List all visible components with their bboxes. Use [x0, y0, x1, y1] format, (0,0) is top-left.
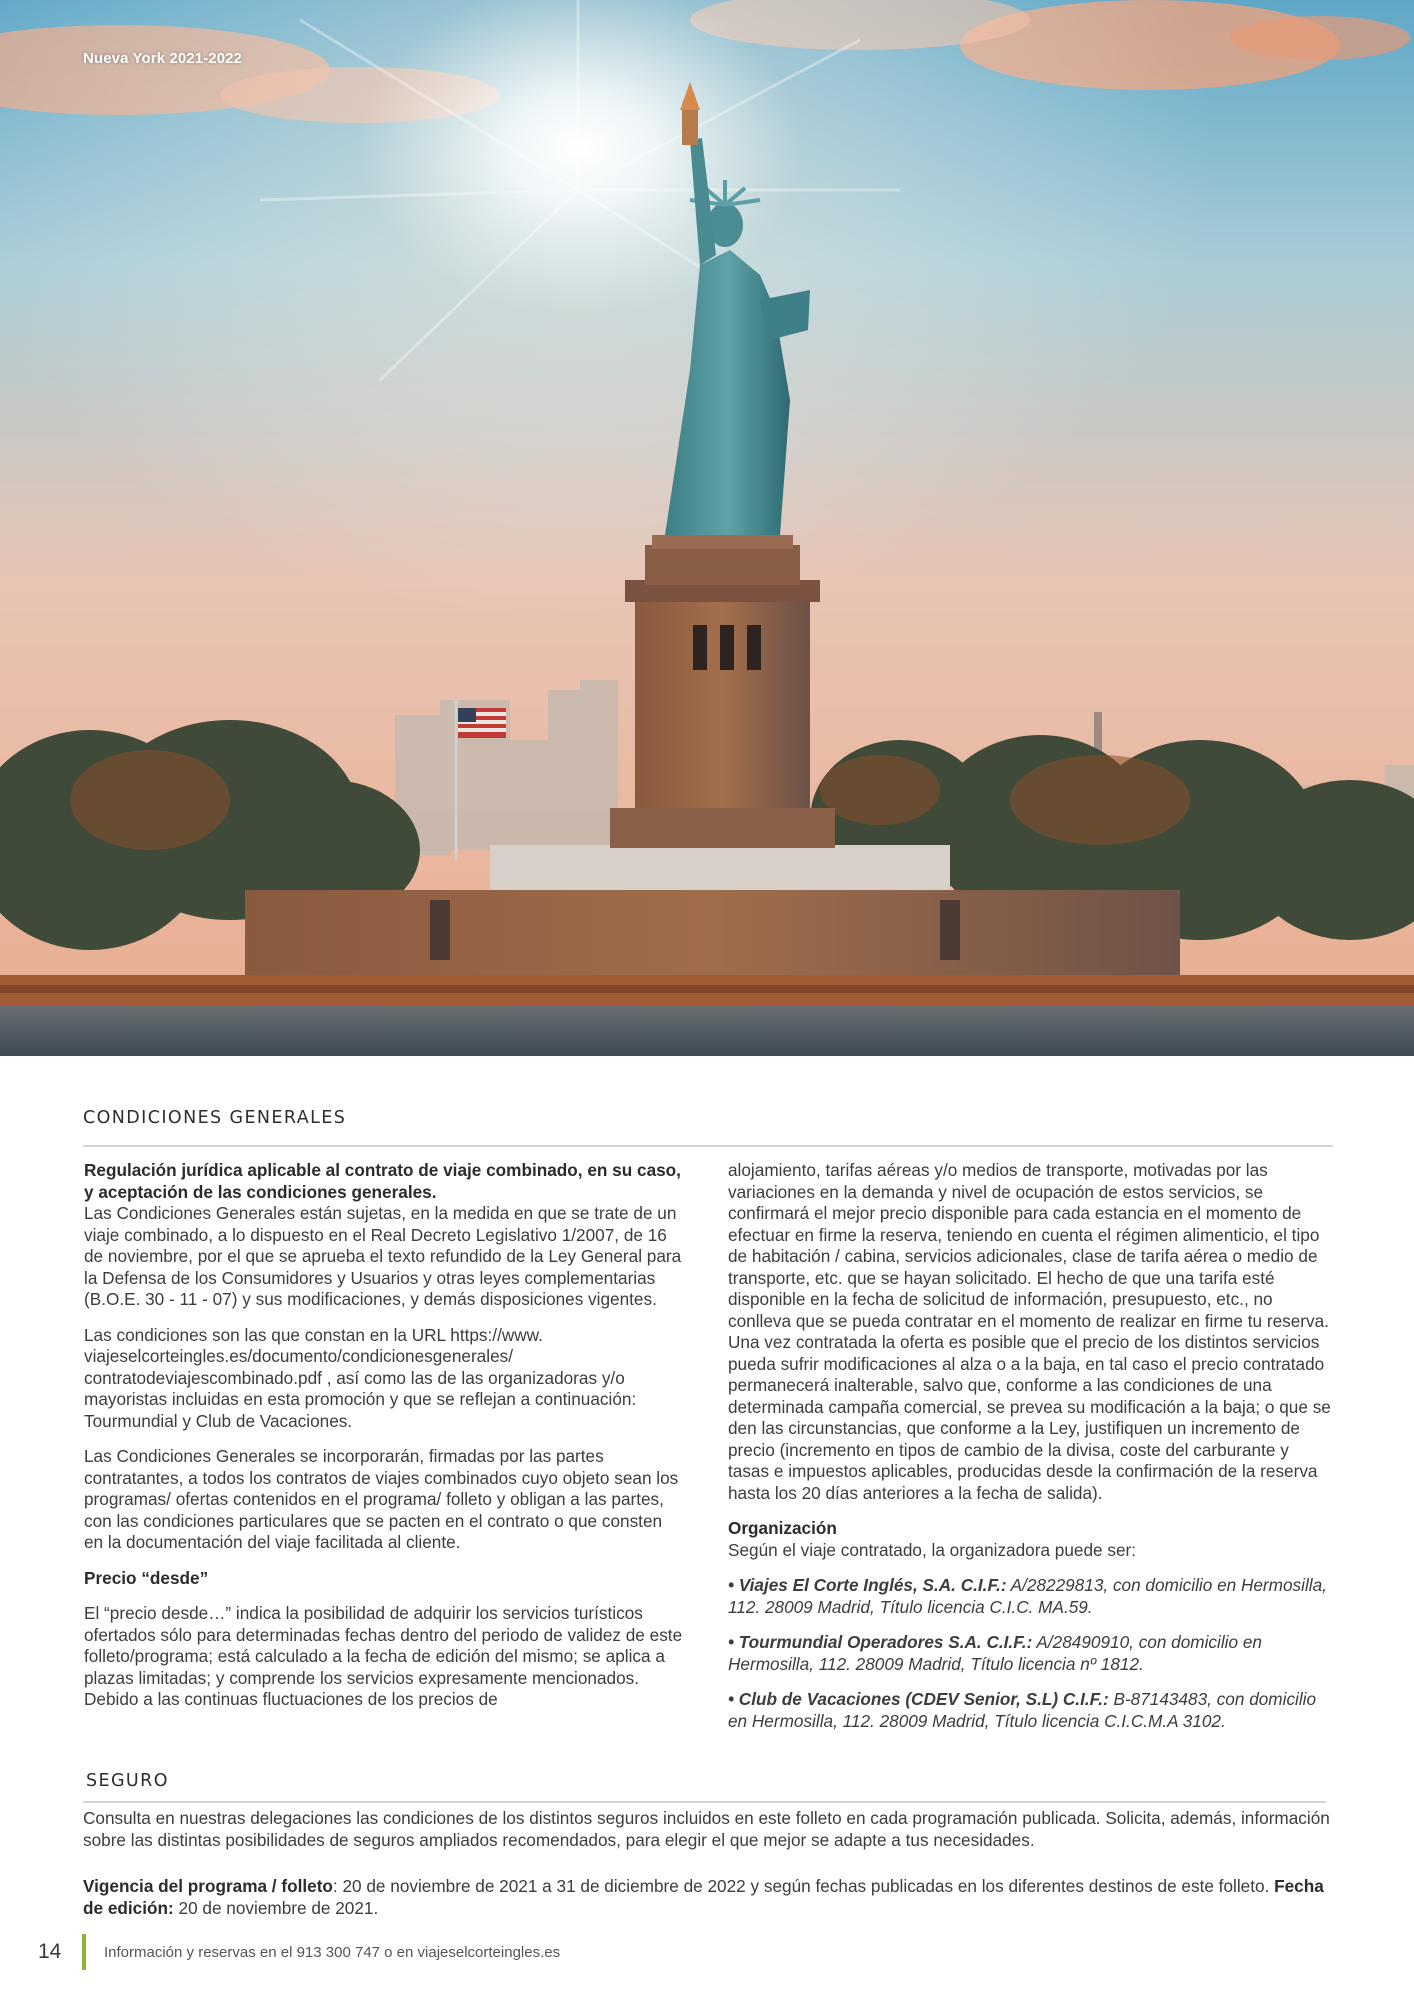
series-label: Nueva York 2021-2022 [83, 50, 243, 67]
regulacion-body: Las Condiciones Generales están sujetas, en la medida en que se trate de un viaje combinado, a lo dispuesto en el Real Decreto Legislativo 1/2007, de 16 de noviembre, por el que se aprueba el texto refundido de la Ley General para la Defensa de los Consumidores y Usuarios y otras leyes complementarias (B.O.E. 30 - 11 - 07) y sus modificaciones, y demás disposiciones vigentes. [84, 1203, 682, 1309]
footer-contact: Información y reservas en el 913 300 747 o en viajeselcorteingles.es [104, 1944, 561, 1961]
vigencia-text [83, 1876, 1333, 1919]
organizacion-heading: Organización [728, 1518, 837, 1538]
organizacion-intro: Según el viaje contratado, la organizadora puede ser: [728, 1539, 1137, 1560]
vigencia-label: Vigencia del programa / folleto [83, 1876, 333, 1896]
precio-desde-heading: Precio “desde” [84, 1567, 209, 1588]
organizer-name: • Tourmundial Operadores S.A. C.I.F.: [728, 1632, 1033, 1652]
seguro-body: Consulta en nuestras delegaciones las condiciones de los distintos seguros incluidos en este folleto en cada programación publicada. Solicita, además, información sobre las distintas posibilidades de seguros ampliados recomendados, para elegir el que mejor se adapte a tus necesidades. [83, 1808, 1330, 1850]
organizer-detail: B-87143483, con domicilio en Hermosilla, 112. 28009 Madrid, Título licencia C.I.C.M.A 3102. [728, 1689, 1317, 1731]
condiciones-right-column [728, 1160, 1333, 1746]
url-paragraph: Las condiciones son las que constan en la URL https://www. viajeselcorteingles.es/documento/condicionesgenerales/ contratodeviajescombinado.pdf , así como las de las organizadoras y/o mayoristas incluidas en esta promoción y que se reflejan a continuación: Tourmundial y Club de Vacaciones. [84, 1324, 637, 1431]
vigencia-dates: : 20 de noviembre de 2021 a 31 de diciembre de 2022 y según fechas publicadas en los diferentes destinos de este folleto. [332, 1876, 1275, 1896]
organizer-name: • Club de Vacaciones (CDEV Senior, S.L) C.I.F.: [728, 1689, 1109, 1709]
seguro-title: SEGURO [86, 1771, 169, 1791]
seguro-divider [83, 1801, 1326, 1803]
incorporacion-paragraph: Las Condiciones Generales se incorporarán, firmadas por las partes contratantes, a todos los contratos de viajes combinados cuyo objeto sean los programas/ ofertas contenidos en el programa/ folleto y obligan a las partes, con las condiciones particulares que se pacten en el contrato o que consten en la documentación del viaje facilitada al cliente. [84, 1446, 679, 1552]
footer-accent-bar [82, 1934, 86, 1970]
edicion-label: Fecha de edición: [83, 1876, 1324, 1918]
organizer-detail: A/28490910, con domicilio en Hermosilla, 112. 28009 Madrid, Título licencia nº 1812. [728, 1632, 1262, 1674]
condiciones-divider [83, 1145, 1333, 1147]
organizer-item [728, 1575, 1333, 1618]
organizer-item [728, 1689, 1333, 1732]
organizer-name: • Viajes El Corte Inglés, S.A. C.I.F.: [728, 1575, 1007, 1595]
organizer-detail: A/28229813, con domicilio en Hermosilla, 112. 28009 Madrid, Título licencia C.I.C. MA.59. [728, 1575, 1327, 1617]
page-number: 14 [38, 1940, 62, 1963]
organizer-item [728, 1632, 1333, 1675]
precio-continuation: alojamiento, tarifas aéreas y/o medios de transporte, motivadas por las variaciones en la demanda y nivel de ocupación de estos servicios, se confirmará el mejor precio disponible para cada estancia en el momento de efectuar en firme la reserva, teniendo en cuenta el régimen alimenticio, el tipo de habitación / cabina, servicios adicionales, clase de tarifa aérea o medio de transporte, etc. que se hayan solicitado. El hecho de que una tarifa esté disponible en la fecha de solicitud de información, presupuesto, etc., no conlleva que se pueda contratar en el momento de realizar en firme tu reserva. Una vez contratada la oferta es posible que el precio de los distintos servicios pueda sufrir modificaciones al alza o a la baja, en tal caso el precio contratado permanecerá inalterable, salvo que, conforme a las condiciones de una determinada campaña comercial, se prevea su modificación a la baja; o que se den las circunstancias, que conforme a la Ley, justifiquen un incremento de precio (incremento en tipos de cambio de la divisa, coste del carburante y tasas e impuestos aplicables, producidas desde la confirmación de la reserva hasta los 20 días anteriores a la fecha de salida). [728, 1160, 1331, 1503]
condiciones-left-column [84, 1160, 684, 1725]
precio-desde-body: El “precio desde…” indica la posibilidad de adquirir los servicios turísticos ofertados sólo para determinadas fechas dentro del periodo de validez de este folleto/programa; está calculado a la fecha de edición del mismo; se aplica a plazas limitadas; y comprende los servicios expresamente mencionados. Debido a las continuas fluctuaciones de los precios de [84, 1603, 683, 1709]
edicion-date: 20 de noviembre de 2021. [173, 1897, 379, 1918]
regulacion-heading: Regulación jurídica aplicable al contrato de viaje combinado, en su caso, y aceptación de las condiciones generales. [84, 1160, 681, 1202]
condiciones-title: CONDICIONES GENERALES [83, 1108, 347, 1128]
